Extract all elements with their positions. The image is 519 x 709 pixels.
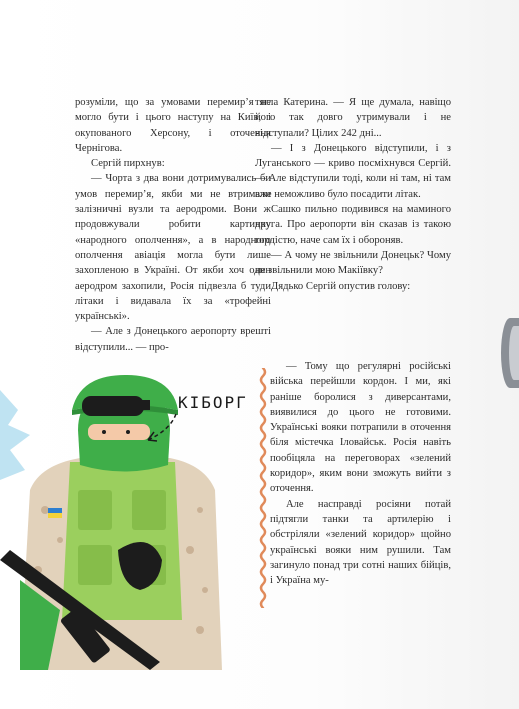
paragraph: — І з Донецького відступили, і з Луганського — криво посміхнувся Сергій. — Але відступили тоді, коли ні там, ні там вже неможливо було посадити літак. bbox=[255, 142, 451, 200]
paragraph: розуміли, що за умовами перемир’я не могло бути і цього наступу на Київ, і окупованого Херсону, і оточення Чернігова. bbox=[75, 97, 271, 154]
paragraph: — Але з Донецького аеропорту врешті відступили... — про- bbox=[75, 326, 271, 353]
left-text-column bbox=[75, 95, 271, 355]
paragraph: Дядько Сергій опустив голову: bbox=[271, 280, 411, 292]
paragraph: тягла Катерина. — Я ще думала, навіщо його так довго утримували і не відступали? Цілих 242 дні... bbox=[255, 97, 451, 139]
page-edge-highlight bbox=[509, 326, 519, 380]
paragraph: — Тому що регулярні російські війська перейшли кордон. І ми, які раніше боролися з диверсантами, виявилися до цього не готовими. Українські вояки потрапили в оточення біля містечка Іловайськ. Росія навіть пообіцяла на переговорах «зелений коридор», яким вони зможуть вийти з оточення. bbox=[270, 361, 451, 495]
paragraph: Але насправді росіяни потай підтягли танки та артилерію і обстріляли «зелений коридор» щойно українські вояки ним рушили. Там загинуло понад три сотні наших бійців, і Україна му- bbox=[270, 498, 451, 587]
right-text-column-bottom bbox=[270, 359, 451, 588]
right-text-column-top bbox=[255, 95, 451, 294]
paragraph: Сашко пильно подивився на маминого друга. Про аеропорти він сказав із такою гордістю, наче сам їх і обороняв. bbox=[255, 204, 451, 246]
wavy-orange-line bbox=[259, 368, 267, 608]
kiborg-label: КІБОРГ bbox=[178, 393, 248, 412]
paragraph: — Чорта з два вони дотримувались би умов перемир’я, якби ми не втримали залізничні вузли та аеродроми. Вони ж продовжували робити картинку «народного ополчення», а в народного ополчення авіація могла бути лише захопленою в Україні. От якби хоч один аеродром захопили, Росія підвезла б туди літаки і видавала їх за «трофейні українські». bbox=[75, 173, 271, 323]
arrow-icon bbox=[140, 410, 180, 450]
paragraph: — А чому не звільнили Донецьк? Чому не звільнили мою Макіївку? bbox=[255, 249, 451, 277]
soldier-illustration bbox=[0, 370, 260, 700]
paragraph: Сергій пирхнув: bbox=[91, 158, 165, 170]
